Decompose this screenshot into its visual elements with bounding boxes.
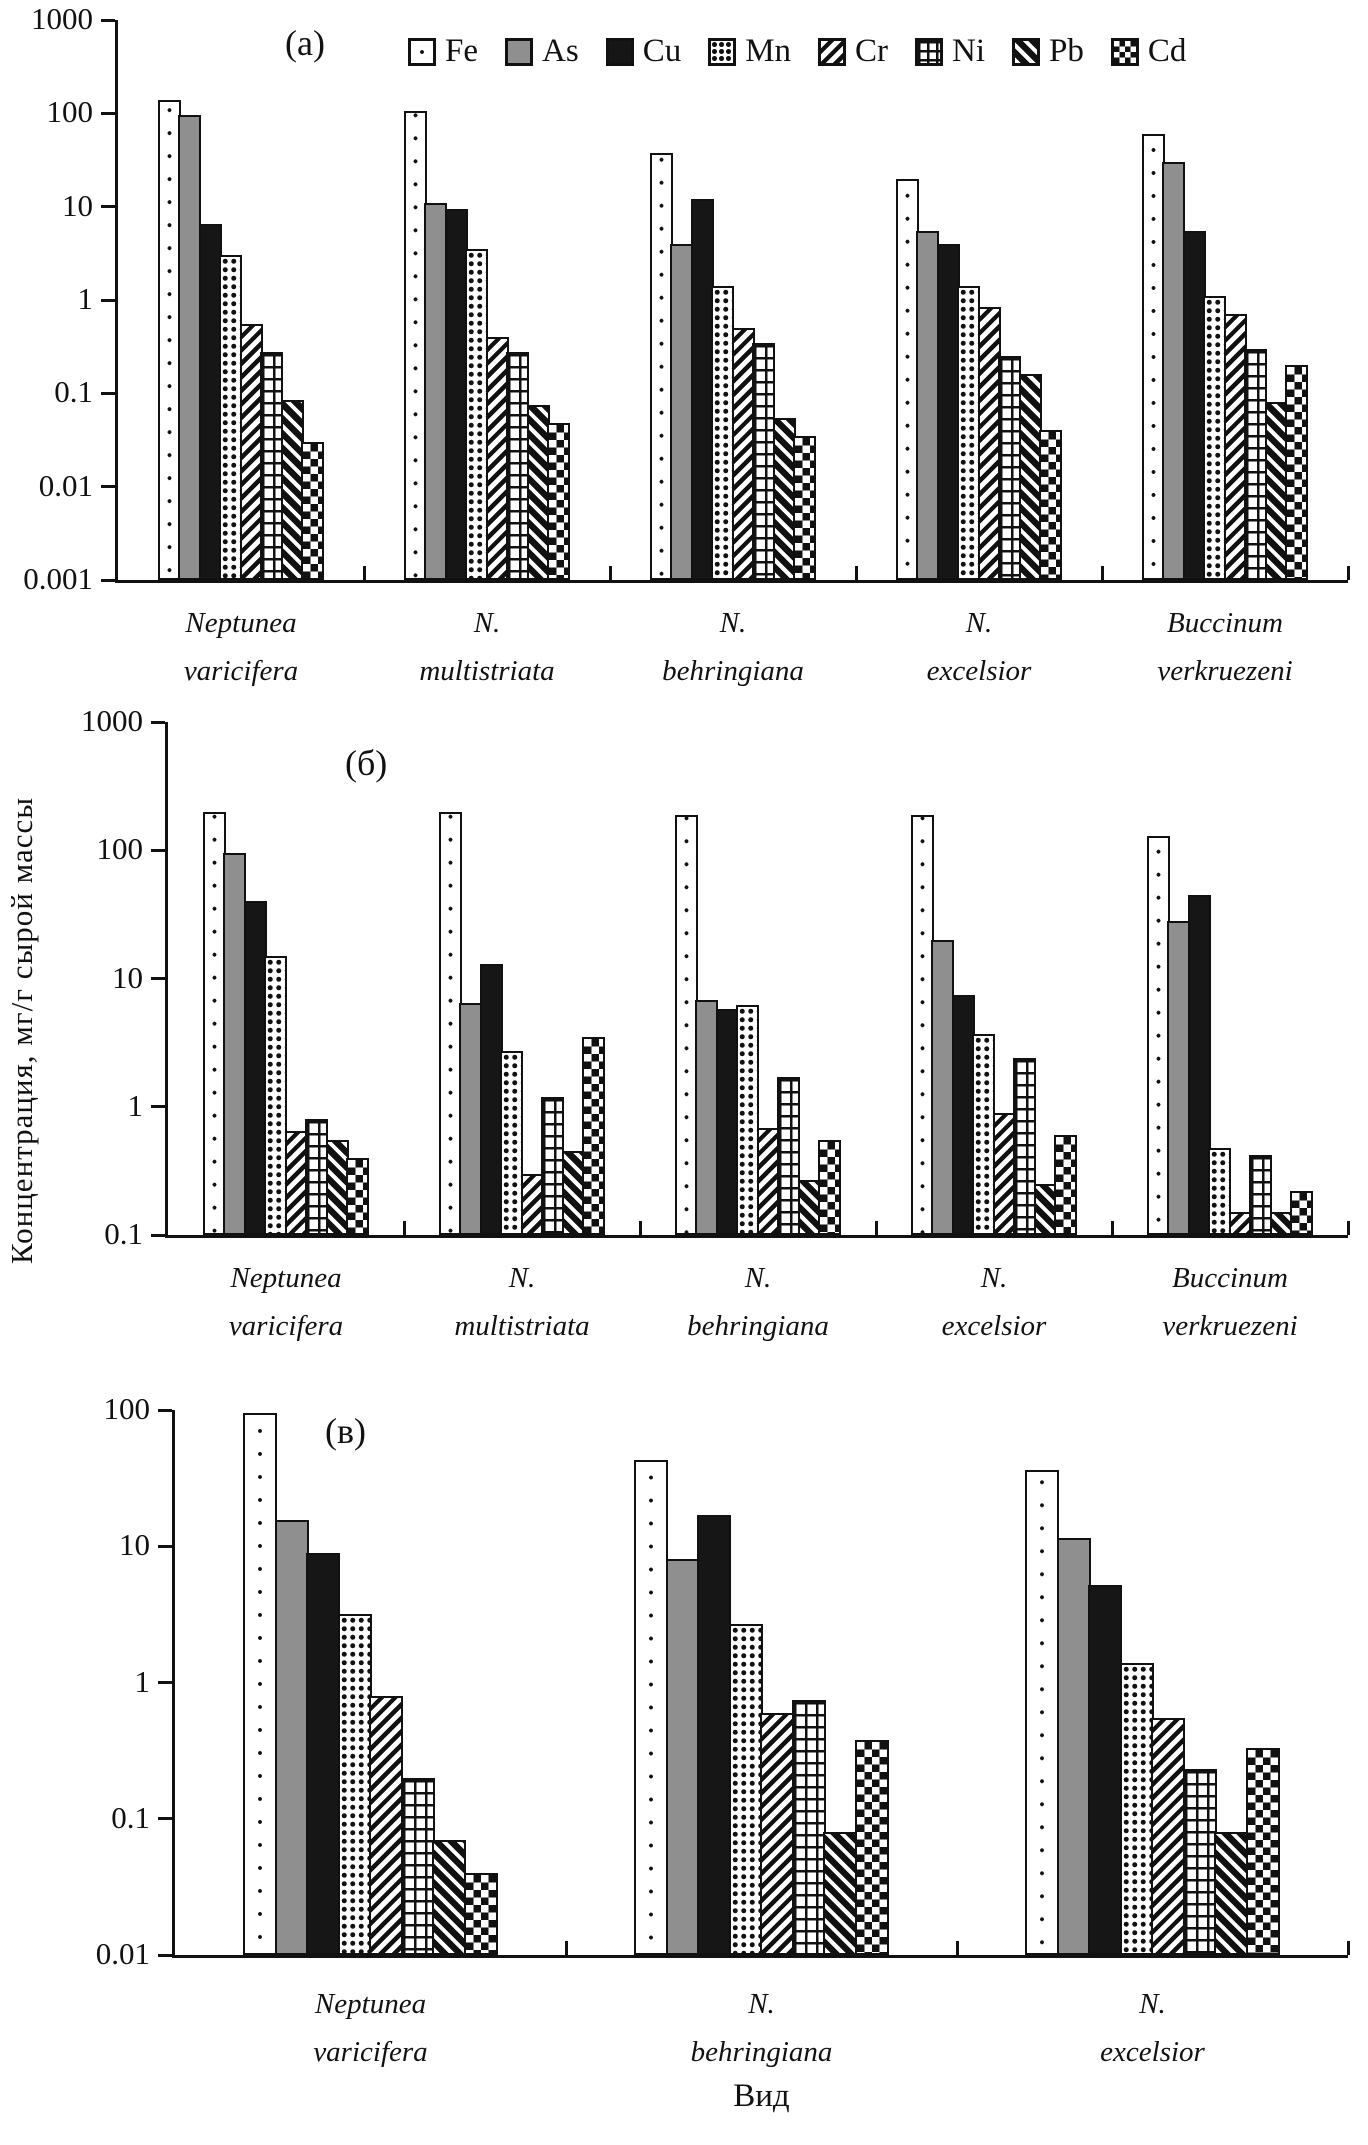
category-label-line: Buccinum — [1172, 1262, 1288, 1294]
category-label-line: N. — [965, 607, 993, 639]
bar-Cd-group4 — [1054, 1135, 1077, 1235]
y-tick-label: 0.1 — [54, 374, 93, 410]
y-tick-label: 0.1 — [111, 1799, 150, 1835]
category-label-line: Neptunea — [314, 1988, 427, 2020]
bar-As-group5 — [1167, 921, 1190, 1235]
category-label-line: varicifera — [313, 2035, 428, 2068]
category-label-line: verkruezeni — [1162, 1309, 1298, 1342]
y-tick-mark — [101, 485, 115, 488]
category-label-line: excelsior — [1100, 2035, 1205, 2068]
legend-item-Fe — [408, 33, 478, 70]
bar-As-group4 — [916, 231, 939, 580]
bar-Cd-group2 — [582, 1037, 605, 1235]
bar-Cr-group1 — [369, 1696, 403, 1955]
bar-group — [876, 722, 1112, 1235]
y-tick-label: 0.01 — [95, 1936, 150, 1971]
bar-Cr-group2 — [486, 337, 509, 580]
category-label-line: N. — [473, 607, 501, 639]
y-tick-label: 0.1 — [104, 1216, 143, 1251]
bar-Cr-group3 — [732, 328, 755, 580]
category-label-line: verkruezeni — [1157, 654, 1293, 687]
bar-group — [856, 20, 1102, 580]
x-axis-line — [165, 1235, 1348, 1238]
bar-Cu-group1 — [306, 1553, 340, 1956]
y-tick-mark — [158, 1409, 172, 1412]
bar-Cu-group4 — [952, 995, 975, 1235]
bar-Ni-group3 — [752, 343, 775, 580]
bar-Cr-group2 — [521, 1174, 544, 1235]
mn-pattern-swatch-icon — [708, 38, 736, 66]
bar-Cu-group3 — [716, 1009, 739, 1235]
category-label — [175, 1981, 566, 2077]
bar-Mn-group3 — [711, 286, 734, 580]
category-label-line: Neptunea — [185, 607, 297, 639]
bar-Pb-group3 — [798, 1180, 821, 1235]
bar-Cu-group2 — [445, 209, 468, 580]
bar-Ni-group2 — [506, 352, 529, 580]
bar-Pb-group2 — [562, 1151, 585, 1235]
y-tick-mark — [158, 1954, 172, 1957]
y-tick-label: 10 — [119, 1527, 150, 1563]
y-tick-label: 1 — [127, 1087, 143, 1123]
bar-Cu-group1 — [199, 224, 222, 580]
category-label-line: behringiana — [662, 654, 804, 687]
bar-Cr-group3 — [757, 1128, 780, 1235]
category-label — [856, 600, 1102, 696]
bar-group — [566, 1410, 957, 1955]
bar-Pb-group5 — [1265, 402, 1288, 580]
panel-letter-b: (б) — [345, 743, 388, 783]
bar-Cr-group5 — [1229, 1212, 1252, 1235]
legend-item-Mn — [708, 33, 791, 70]
y-tick-mark — [101, 19, 115, 22]
bar-Mn-group5 — [1208, 1148, 1231, 1235]
legend-item-Cu — [606, 33, 682, 70]
y-tick-mark — [158, 1681, 172, 1684]
y-axis-line — [172, 1410, 175, 1958]
x-separator-tick — [363, 566, 366, 580]
y-tick-label: 0.001 — [23, 561, 93, 596]
bar-group — [1112, 722, 1348, 1235]
bar-Cd-group1 — [301, 442, 324, 580]
bar-Pb-group2 — [823, 1832, 857, 1955]
y-tick-label: 1000 — [31, 1, 93, 36]
legend-item-Cd — [1111, 33, 1187, 70]
bar-As-group3 — [695, 1000, 718, 1235]
pb-pattern-swatch-icon — [1012, 38, 1040, 66]
bar-Mn-group4 — [972, 1034, 995, 1235]
bar-Ni-group1 — [305, 1119, 328, 1235]
y-tick-mark — [158, 1545, 172, 1548]
bar-Fe-group2 — [404, 111, 427, 580]
x-axis-line — [172, 1955, 1348, 1958]
y-tick-label: 1000 — [81, 703, 143, 738]
bar-Cd-group2 — [855, 1740, 889, 1955]
y-axis-line — [165, 722, 168, 1238]
x-separator-tick — [1111, 1221, 1114, 1235]
bar-As-group4 — [931, 940, 954, 1235]
x-axis-line — [115, 580, 1348, 583]
bar-Fe-group5 — [1147, 836, 1170, 1235]
y-tick-mark — [151, 849, 165, 852]
bar-Cd-group5 — [1290, 1191, 1313, 1235]
bar-Pb-group2 — [527, 405, 550, 580]
category-label-line: N. — [508, 1262, 536, 1294]
bar-Ni-group1 — [260, 352, 283, 580]
panel-letter-a: (а) — [285, 23, 325, 63]
category-label-line: N. — [719, 607, 747, 639]
legend-label: Fe — [445, 33, 478, 69]
bar-As-group5 — [1162, 162, 1185, 580]
y-tick-mark — [101, 299, 115, 302]
bar-Cr-group4 — [993, 1113, 1016, 1235]
bar-group — [175, 1410, 566, 1955]
legend-item-Pb — [1012, 33, 1084, 70]
y-tick-mark — [101, 392, 115, 395]
y-tick-mark — [151, 1234, 165, 1237]
y-tick-mark — [101, 112, 115, 115]
x-separator-tick — [855, 566, 858, 580]
bar-group — [364, 20, 610, 580]
bar-Mn-group5 — [1203, 296, 1226, 580]
x-separator-tick — [1347, 1941, 1350, 1955]
y-tick-label: 1 — [134, 1663, 150, 1699]
cu-pattern-swatch-icon — [606, 38, 634, 66]
category-label-line: N. — [980, 1262, 1008, 1294]
legend-label: As — [542, 33, 579, 69]
bar-Ni-group3 — [1183, 1769, 1217, 1955]
y-tick-label: 100 — [46, 94, 93, 130]
y-tick-mark — [151, 977, 165, 980]
category-label-line: multistriata — [419, 654, 555, 687]
bar-group — [1102, 20, 1348, 580]
as-pattern-swatch-icon — [505, 38, 533, 66]
bar-As-group1 — [223, 853, 246, 1235]
x-separator-tick — [956, 1941, 959, 1955]
fe-pattern-swatch-icon — [408, 38, 436, 66]
x-axis-title: Вид — [733, 2078, 790, 2114]
bar-Pb-group1 — [281, 400, 304, 580]
legend-item-Cr — [818, 33, 888, 70]
bar-Fe-group4 — [896, 179, 919, 580]
bar-Pb-group3 — [1214, 1832, 1248, 1955]
y-tick-label: 10 — [62, 187, 93, 223]
x-separator-tick — [609, 566, 612, 580]
category-label-line: N. — [744, 1262, 772, 1294]
legend — [408, 33, 1186, 70]
category-label — [876, 1255, 1112, 1351]
bar-Ni-group1 — [401, 1778, 435, 1955]
bar-Mn-group2 — [729, 1624, 763, 1955]
legend-label: Ni — [952, 33, 986, 69]
category-label — [364, 600, 610, 696]
x-separator-tick — [1347, 566, 1350, 580]
bar-Cu-group5 — [1188, 895, 1211, 1235]
x-separator-tick — [565, 1941, 568, 1955]
bar-Cr-group3 — [1151, 1718, 1185, 1955]
bar-Cu-group2 — [480, 964, 503, 1235]
bar-Cd-group1 — [346, 1158, 369, 1235]
ni-pattern-swatch-icon — [915, 38, 943, 66]
panel-letter-v: (в) — [325, 1411, 366, 1451]
x-separator-tick — [639, 1221, 642, 1235]
category-label — [610, 600, 856, 696]
bar-Pb-group3 — [773, 418, 796, 580]
bar-Cr-group5 — [1224, 314, 1247, 580]
bar-Cd-group4 — [1039, 430, 1062, 580]
bar-Cr-group2 — [760, 1713, 794, 1955]
legend-label: Cr — [855, 33, 889, 69]
bar-Cu-group4 — [937, 244, 960, 580]
bar-Cu-group2 — [697, 1515, 731, 1955]
bar-Ni-group4 — [998, 356, 1021, 580]
bar-Pb-group5 — [1270, 1212, 1293, 1235]
x-separator-tick — [1101, 566, 1104, 580]
bar-Fe-group2 — [439, 812, 462, 1235]
bar-Fe-group3 — [675, 815, 698, 1236]
bar-Mn-group3 — [736, 1005, 759, 1235]
bar-Cd-group5 — [1285, 365, 1308, 580]
y-tick-mark — [101, 579, 115, 582]
bar-Fe-group3 — [650, 153, 673, 580]
category-label-line: behringiana — [687, 1309, 829, 1342]
category-label-line: behringiana — [690, 2035, 833, 2068]
category-label-line: varicifera — [228, 1309, 344, 1342]
y-tick-label: 100 — [96, 831, 143, 867]
bar-Cr-group4 — [978, 307, 1001, 580]
bar-Pb-group4 — [1019, 374, 1042, 580]
bar-As-group1 — [275, 1520, 309, 1955]
bar-Cd-group3 — [818, 1140, 841, 1235]
bar-group — [404, 722, 640, 1235]
bar-Ni-group3 — [777, 1077, 800, 1235]
legend-item-Ni — [915, 33, 985, 70]
bar-Mn-group1 — [338, 1614, 372, 1955]
legend-label: Mn — [745, 33, 792, 69]
bar-Cr-group1 — [285, 1131, 308, 1235]
bar-As-group1 — [178, 115, 201, 580]
bar-Cu-group1 — [244, 901, 267, 1235]
bar-Mn-group1 — [219, 255, 242, 580]
bar-Cu-group3 — [691, 199, 714, 580]
bar-Cd-group1 — [464, 1873, 498, 1955]
category-label-line: Buccinum — [1167, 607, 1283, 639]
bar-Ni-group5 — [1249, 1155, 1272, 1235]
y-tick-mark — [151, 721, 165, 724]
category-label-line: excelsior — [926, 654, 1032, 687]
category-label-line: Neptunea — [230, 1262, 342, 1294]
category-label — [118, 600, 364, 696]
category-label — [168, 1255, 404, 1351]
bar-Mn-group4 — [957, 286, 980, 580]
bar-As-group2 — [424, 203, 447, 580]
y-tick-mark — [158, 1817, 172, 1820]
bar-Cu-group3 — [1088, 1585, 1122, 1955]
category-label — [957, 1981, 1348, 2077]
bar-Pb-group4 — [1034, 1184, 1057, 1235]
bar-As-group2 — [459, 1003, 482, 1236]
category-label-line: N. — [1139, 1988, 1166, 2020]
bar-Mn-group3 — [1120, 1663, 1154, 1955]
bar-Fe-group3 — [1025, 1470, 1059, 1955]
category-label — [1112, 1255, 1348, 1351]
bar-Ni-group4 — [1013, 1058, 1036, 1235]
bar-group — [610, 20, 856, 580]
y-tick-label: 0.01 — [38, 467, 93, 503]
y-tick-label: 100 — [103, 1391, 150, 1426]
y-tick-label: 10 — [112, 959, 143, 995]
bar-As-group2 — [666, 1559, 700, 1955]
category-label — [1102, 600, 1348, 696]
bar-Mn-group2 — [500, 1051, 523, 1235]
bar-group — [957, 1410, 1348, 1955]
y-tick-mark — [101, 205, 115, 208]
category-label-line: varicifera — [183, 654, 299, 687]
bar-Cu-group5 — [1183, 231, 1206, 580]
legend-item-As — [505, 33, 579, 70]
x-separator-tick — [403, 1221, 406, 1235]
bar-Cd-group3 — [793, 436, 816, 580]
bar-As-group3 — [670, 244, 693, 580]
bar-Pb-group1 — [326, 1140, 349, 1235]
bar-Fe-group1 — [203, 812, 226, 1235]
bar-Fe-group4 — [911, 815, 934, 1236]
bar-Cr-group1 — [240, 324, 263, 580]
y-tick-label: 1 — [77, 281, 93, 316]
category-label — [640, 1255, 876, 1351]
y-tick-mark — [151, 1105, 165, 1108]
category-label — [404, 1255, 640, 1351]
bar-Fe-group1 — [243, 1413, 277, 1955]
bar-Mn-group1 — [264, 956, 287, 1235]
x-separator-tick — [1347, 1221, 1350, 1235]
bar-Ni-group2 — [541, 1097, 564, 1235]
legend-label: Pb — [1049, 33, 1084, 69]
bar-group — [640, 722, 876, 1235]
category-label — [566, 1981, 957, 2077]
bar-As-group3 — [1057, 1538, 1091, 1955]
legend-label: Cu — [642, 33, 682, 69]
bar-Fe-group5 — [1142, 134, 1165, 580]
category-label-line: excelsior — [941, 1309, 1047, 1342]
bar-Ni-group5 — [1244, 349, 1267, 580]
bar-Fe-group1 — [158, 100, 181, 580]
legend-label: Cd — [1147, 33, 1187, 69]
bar-group — [168, 722, 404, 1235]
bar-Pb-group1 — [432, 1840, 466, 1955]
bar-Mn-group2 — [465, 249, 488, 580]
bar-Fe-group2 — [634, 1460, 668, 1955]
bar-Cd-group3 — [1246, 1748, 1280, 1955]
x-separator-tick — [875, 1221, 878, 1235]
y-axis-title: Концентрация, мг/г сырой массы — [4, 796, 39, 1264]
category-label-line: multistriata — [454, 1309, 590, 1342]
category-label-line: N. — [748, 1988, 775, 2020]
y-axis-line — [115, 20, 118, 583]
bar-Cd-group2 — [547, 423, 570, 580]
bar-group — [118, 20, 364, 580]
bar-Ni-group2 — [792, 1700, 826, 1955]
cr-pattern-swatch-icon — [818, 38, 846, 66]
cd-pattern-swatch-icon — [1111, 38, 1139, 66]
